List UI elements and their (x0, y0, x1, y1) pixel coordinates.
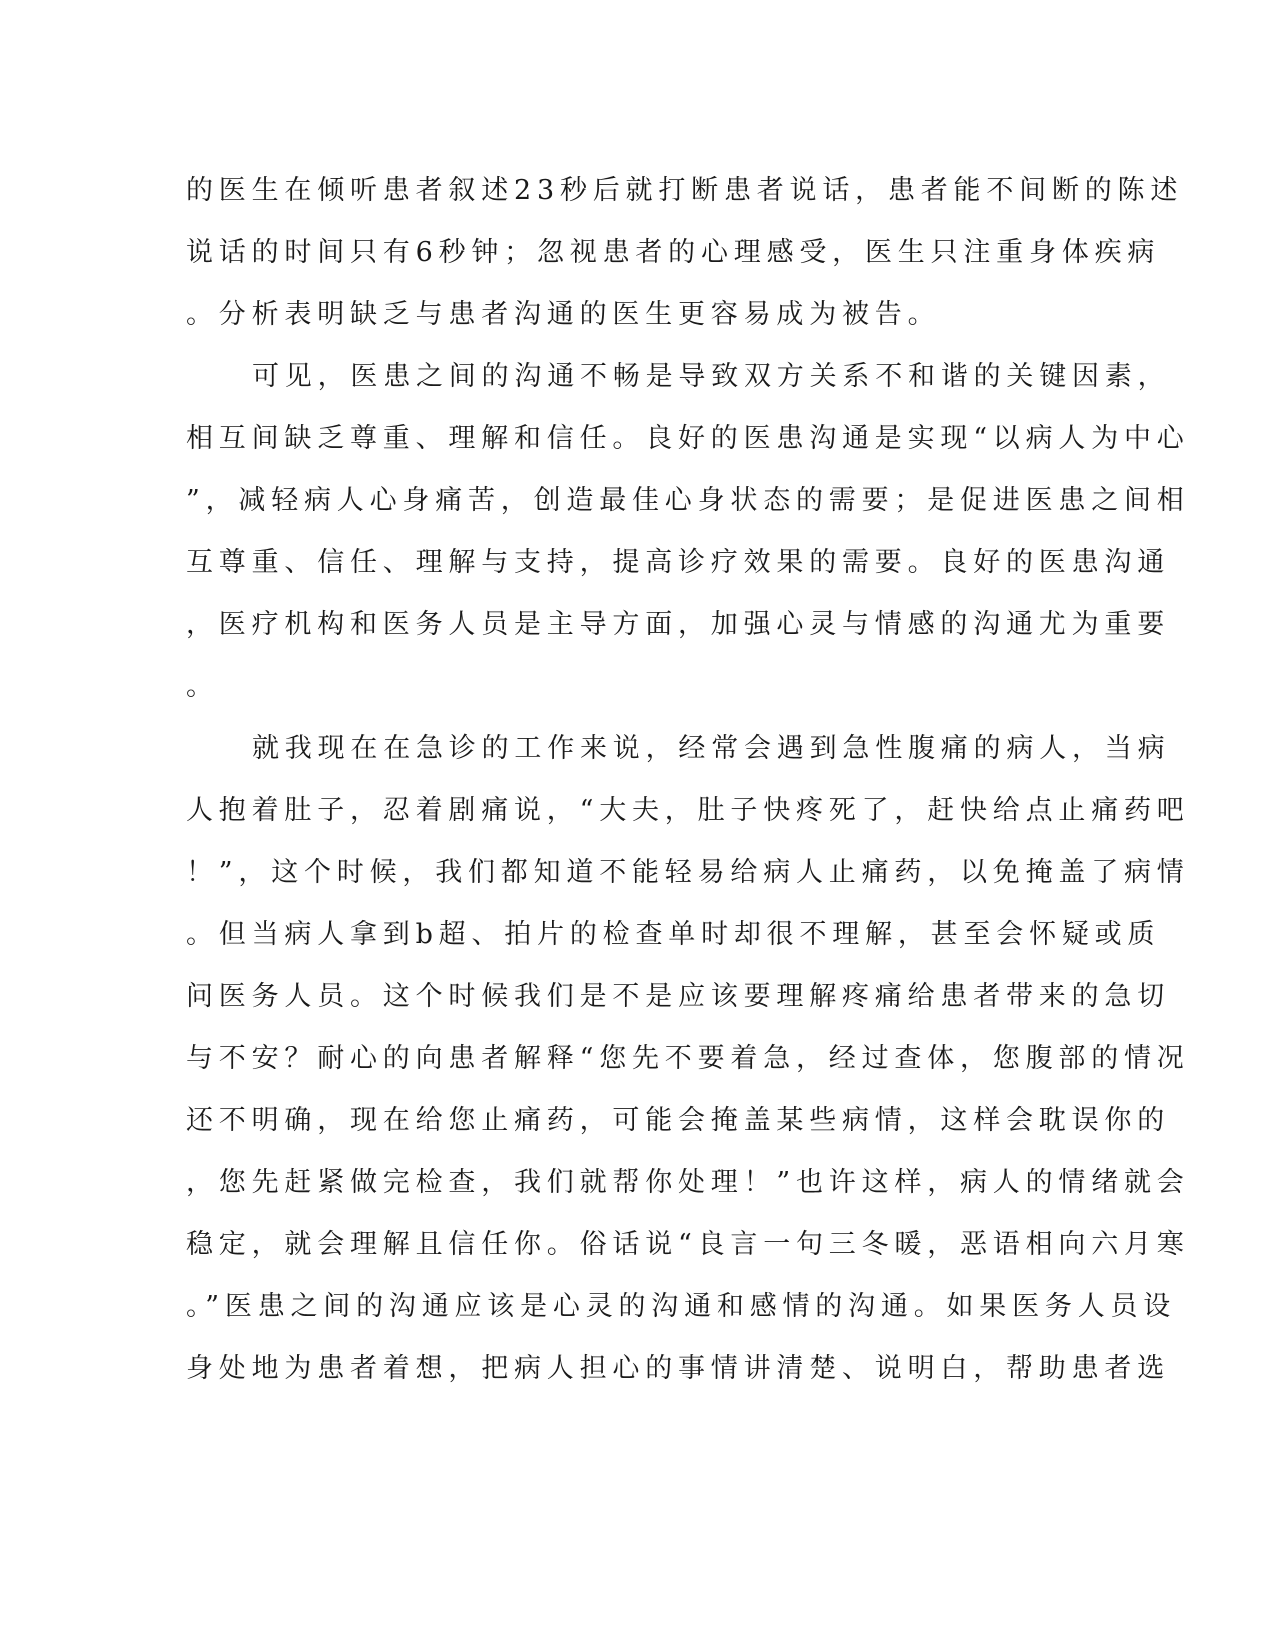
text-line: 。 (186, 671, 219, 702)
text-line: ”，减轻病人心身痛苦，创造最佳心身状态的需要；是促进医患之间相 (186, 485, 1190, 516)
text-line: 身处地为患者着想，把病人担心的事情讲清楚、说明白，帮助患者选 (186, 1353, 1170, 1384)
text-line: ！”，这个时候，我们都知道不能轻易给病人止痛药，以免掩盖了病情 (186, 857, 1190, 888)
text-line: 说话的时间只有6秒钟；忽视患者的心理感受，医生只注重身体疾病 (186, 237, 1161, 268)
text-line: 。”医患之间的沟通应该是心灵的沟通和感情的沟通。如果医务人员设 (186, 1291, 1177, 1322)
text-line: 人抱着肚子，忍着剧痛说，“大夫，肚子快疼死了，赶快给点止痛药吧 (186, 795, 1190, 826)
text-line: ，您先赶紧做完检查，我们就帮你处理！”也许这样，病人的情绪就会 (186, 1167, 1190, 1198)
text-line: 稳定，就会理解且信任你。俗话说“良言一句三冬暖，恶语相向六月寒 (186, 1229, 1190, 1260)
paragraph-start-line: 可见，医患之间的沟通不畅是导致双方关系不和谐的关键因素， (252, 361, 1171, 392)
paragraph-start-line: 就我现在在急诊的工作来说，经常会遇到急性腹痛的病人，当病 (252, 733, 1171, 764)
text-line: 。但当病人拿到b超、拍片的检查单时却很不理解，甚至会怀疑或质 (186, 919, 1161, 950)
text-line: 互尊重、信任、理解与支持，提高诊疗效果的需要。良好的医患沟通 (186, 547, 1170, 578)
text-line: 。分析表明缺乏与患者沟通的医生更容易成为被告。 (186, 299, 941, 330)
text-line: 问医务人员。这个时候我们是不是应该要理解疼痛给患者带来的急切 (186, 981, 1170, 1012)
text-line: 的医生在倾听患者叙述23秒后就打断患者说话，患者能不间断的陈述 (186, 175, 1184, 206)
text-line: ，医疗机构和医务人员是主导方面，加强心灵与情感的沟通尤为重要 (186, 609, 1170, 640)
text-line: 与不安？耐心的向患者解释“您先不要着急，经过查体，您腹部的情况 (186, 1043, 1190, 1074)
body-text (186, 160, 1190, 1400)
text-line: 相互间缺乏尊重、理解和信任。良好的医患沟通是实现“以病人为中心 (186, 423, 1190, 454)
text-line: 还不明确，现在给您止痛药，可能会掩盖某些病情，这样会耽误你的 (186, 1105, 1170, 1136)
